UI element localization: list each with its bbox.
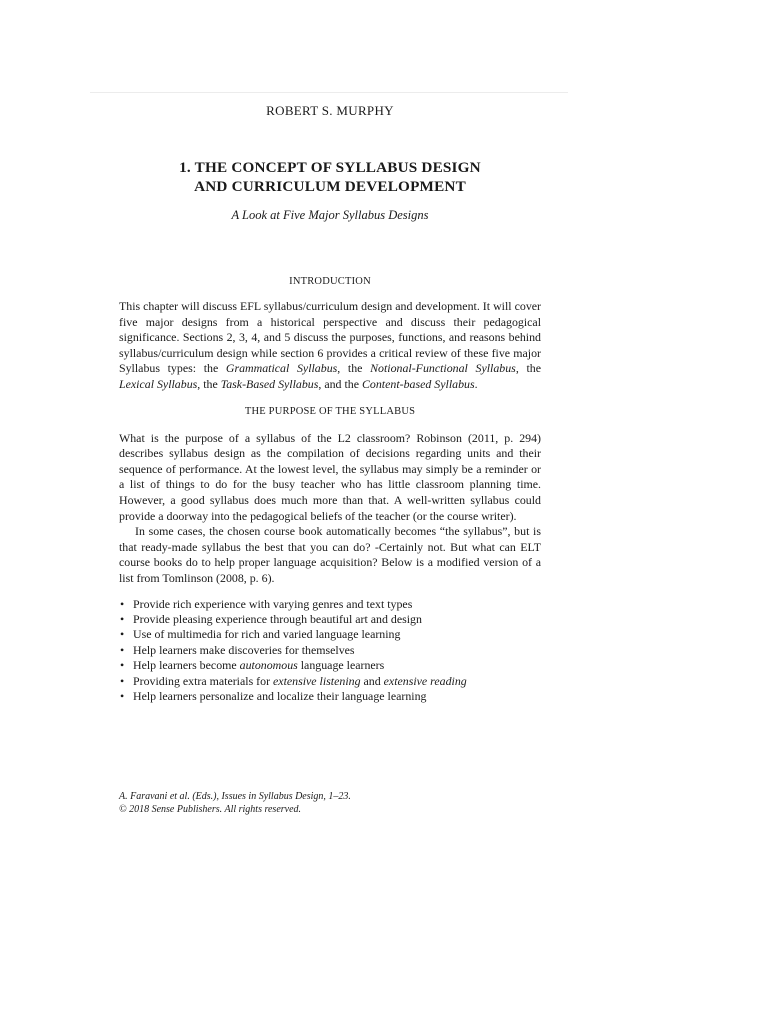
intro-separator: , and the (318, 376, 362, 391)
intro-separator: , the (197, 376, 221, 391)
intro-text-start: This chapter will discuss EFL syllabus/curriculum design and development. It will cover five major designs from a historical perspective and discuss their pedagogical significance. Sections 2, 3, 4, and 5 discuss the purposes, functions, and reasons behind syllabus/curriculum design while section 6 provides a critical review of these five major Syllabus types: the (119, 299, 541, 376)
intro-term-lexical: Lexical Syllabus (119, 376, 198, 391)
introduction-paragraph (119, 299, 541, 393)
chapter-subtitle: A Look at Five Major Syllabus Designs (231, 208, 429, 222)
intro-separator: , the (515, 361, 541, 376)
intro-term-grammatical: Grammatical Syllabus (225, 361, 338, 376)
top-divider (90, 92, 568, 93)
page-footer (119, 790, 351, 816)
list-item-emphasis: autonomous (239, 658, 298, 673)
intro-term-content-based: Content-based Syllabus (361, 376, 475, 391)
chapter-title-line-1: 1. THE CONCEPT OF SYLLABUS DESIGN (179, 159, 481, 176)
list-item-text: Help learners become (133, 658, 240, 673)
list-item-text: and (360, 673, 384, 688)
list-item: • Provide rich experience with varying genres and text types (119, 597, 541, 612)
purpose-paragraph-1: What is the purpose of a syllabus of the L2 classroom? Robinson (2011, p. 294) describes syllabus design as the compilation of decisions regarding units and their sequence of performance. At the lowest level, the syllabus may simply be a reminder or a list of things to do for the busy teacher who has little classroom planning time. However, a good syllabus does much more than that. A well-written syllabus could provide a doorway into the pedagogical beliefs of the teacher (or the course writer). (119, 430, 541, 523)
intro-term-task-based: Task-Based Syllabus (220, 376, 319, 391)
purpose-paragraph-2: In some cases, the chosen course book automatically becomes “the syllabus”, but is that ready-made syllabus the best that you can do? -Certainly not. But what can ELT course books do to help proper language acquisition? Below is a modified version of a list from Tomlinson (2008, p. 6). (119, 524, 541, 585)
bullet-list (119, 597, 541, 705)
list-item (119, 658, 541, 673)
list-item: • Use of multimedia for rich and varied language learning (119, 627, 541, 642)
footer-copyright: © 2018 Sense Publishers. All rights reserved. (119, 804, 302, 815)
list-item-emphasis: extensive reading (383, 673, 467, 688)
list-item-emphasis: extensive listening (273, 673, 361, 688)
intro-text-end: . (474, 376, 478, 391)
section-heading-purpose: THE PURPOSE OF THE SYLLABUS (244, 405, 416, 417)
intro-separator: , the (337, 361, 371, 376)
footer-citation: A. Faravani et al. (Eds.), Issues in Syllabus Design, 1–23. (119, 791, 351, 802)
chapter-title (119, 158, 541, 196)
list-item-text: language learners (297, 658, 385, 673)
list-item-text: Providing extra materials for (133, 673, 274, 688)
document-page (119, 100, 541, 704)
list-item: • Help learners personalize and localize their language learning (119, 689, 541, 704)
running-header-author: ROBERT S. MURPHY (266, 103, 394, 118)
list-item (119, 674, 541, 689)
chapter-title-line-2: AND CURRICULUM DEVELOPMENT (194, 178, 466, 195)
list-item: • Provide pleasing experience through beautiful art and design (119, 612, 541, 627)
list-item: • Help learners make discoveries for themselves (119, 643, 541, 658)
section-heading-introduction: INTRODUCTION (289, 276, 371, 287)
intro-term-notional-functional: Notional-Functional Syllabus (370, 361, 516, 376)
